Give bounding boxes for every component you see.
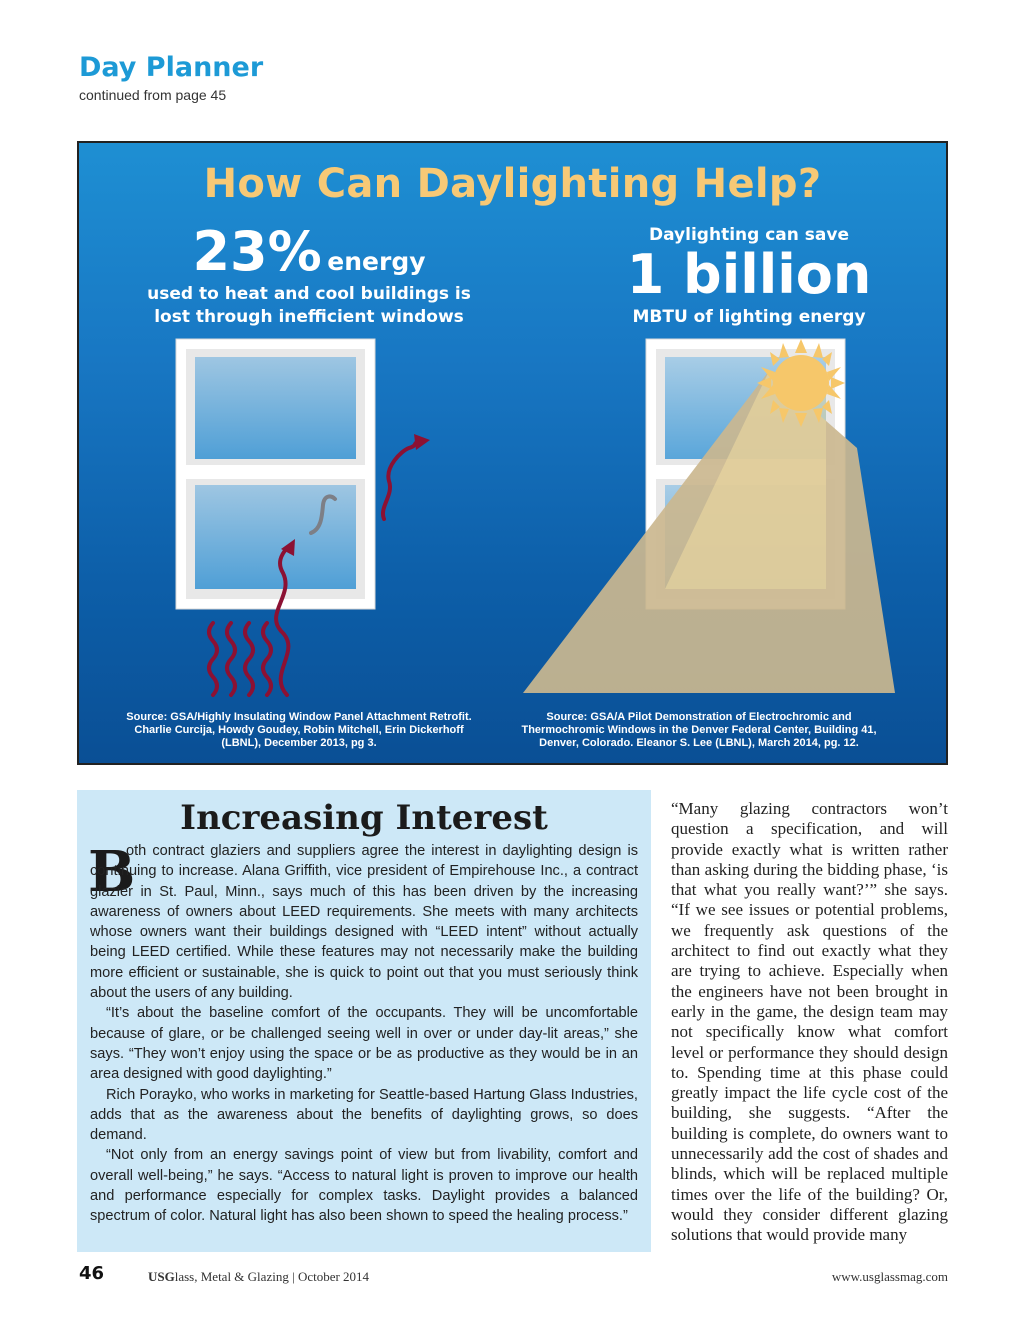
stat-line-2: lost through inefficient windows: [154, 307, 464, 327]
infographic: [77, 141, 948, 765]
stat-savings-post: MBTU of lighting energy: [632, 307, 866, 327]
website-url: www.usglassmag.com: [831, 1269, 948, 1284]
heat-waves-icon: [209, 623, 271, 695]
stat-unit: energy: [327, 247, 426, 276]
drop-cap: B: [88, 839, 136, 905]
source-left: [119, 711, 479, 750]
magazine-name-rest: lass, Metal & Glazing: [174, 1269, 289, 1284]
stat-savings: [599, 225, 899, 327]
source-right-line-1: Source: GSA/A Pilot Demonstration of Electrochromic and: [546, 711, 852, 723]
sidebar-title: Increasing Interest: [180, 798, 548, 838]
source-left-line-2: Charlie Curcija, Howdy Goudey, Robin Mitchell, Erin Dickerhoff: [134, 724, 464, 736]
source-right-line-3: Denver, Colorado. Eleanor S. Lee (LBNL), March 2014, pg. 12.: [539, 737, 859, 749]
section-title: Day Planner: [79, 52, 264, 83]
sidebar-body: [90, 841, 638, 1227]
magazine-name: [148, 1269, 369, 1285]
stat-energy-loss: [139, 220, 479, 329]
continued-note: continued from page 45: [79, 87, 227, 103]
sidebar-paragraph: “It’s about the baseline comfort of the occupants. They will be uncomfortable because of glare, or be challenged seeing well in over or under day-lit areas,” she says. “They won’t enjoy using the space or be as productive as they would be in an area designed with good daylighting.”: [90, 1005, 638, 1083]
source-left-line-3: (LBNL), December 2013, pg 3.: [221, 737, 377, 749]
sidebar-paragraph: oth contract glaziers and suppliers agree the interest in daylighting design is continuing to increase. Alana Griffith, vice president of Empirehouse Inc., a contract glazier in St. Paul, Minn., says much of this has been driven by the increasing awareness of owners about LEED requirements. She meets with many architects whose owners want their buildings designed with “LEED intent” without actually being LEED certified. While these features may not necessarily make the building more efficient or sustainable, she is quick to point out that you must seriously think about the users of any building.: [90, 843, 638, 1002]
heat-escape-arrow-icon: [383, 434, 430, 519]
stat-savings-pre: Daylighting can save: [649, 225, 849, 245]
source-left-line-1: Source: GSA/Highly Insulating Window Panel Attachment Retrofit.: [126, 711, 472, 723]
sun-icon: [757, 339, 845, 427]
sidebar-box: [77, 790, 651, 1252]
stat-savings-big: 1 billion: [626, 243, 872, 306]
stat-percent: 23%: [192, 220, 322, 283]
stat-description: [139, 283, 479, 329]
source-right: [519, 711, 879, 750]
stat-line-1: used to heat and cool buildings is: [147, 284, 471, 304]
footer-separator: |: [292, 1269, 295, 1284]
magazine-name-bold: USG: [148, 1269, 175, 1284]
article-column-right: “Many glazing contractors won’t question a specification, and will provide exactly what is written rather than asking during the bidding phase, ‘is that what you really want?’” she says. “If we see issues or potential problems, we frequently ask questions of the architect to find out exactly what they are trying to achieve. Especially when the engineers have not been brought in early in the game, the design team may not specifically know what comfort level or performance they should design to. Spending time at this phase could greatly impact the life cycle cost of the building, she suggests. “After the building is complete, do owners want to unnecessarily add the cost of shades and blinds, which will be replaced multiple times over the life of the building? Or, would they consider different glazing solutions that would provide many: [671, 799, 948, 1245]
source-right-line-2: Thermochromic Windows in the Denver Federal Center, Building 41,: [521, 724, 877, 736]
sidebar-paragraph: Rich Porayko, who works in marketing for Seattle-based Hartung Glass Industries, adds that as the awareness about the benefits of daylighting grows, so does demand.: [90, 1086, 638, 1144]
page-number: 46: [79, 1263, 105, 1284]
sidebar-paragraph: “Not only from an energy savings point of view but from livability, comfort and overall well-being,” he says. “Access to natural light is proven to improve our health and performance especially for complex tasks. Daylight provides a balanced spectrum of color. Natural light has also been shown to speed the healing process.”: [90, 1147, 638, 1225]
window-left-icon: [176, 339, 375, 609]
issue-date: October 2014: [297, 1269, 370, 1284]
infographic-title: How Can Daylighting Help?: [203, 161, 822, 207]
